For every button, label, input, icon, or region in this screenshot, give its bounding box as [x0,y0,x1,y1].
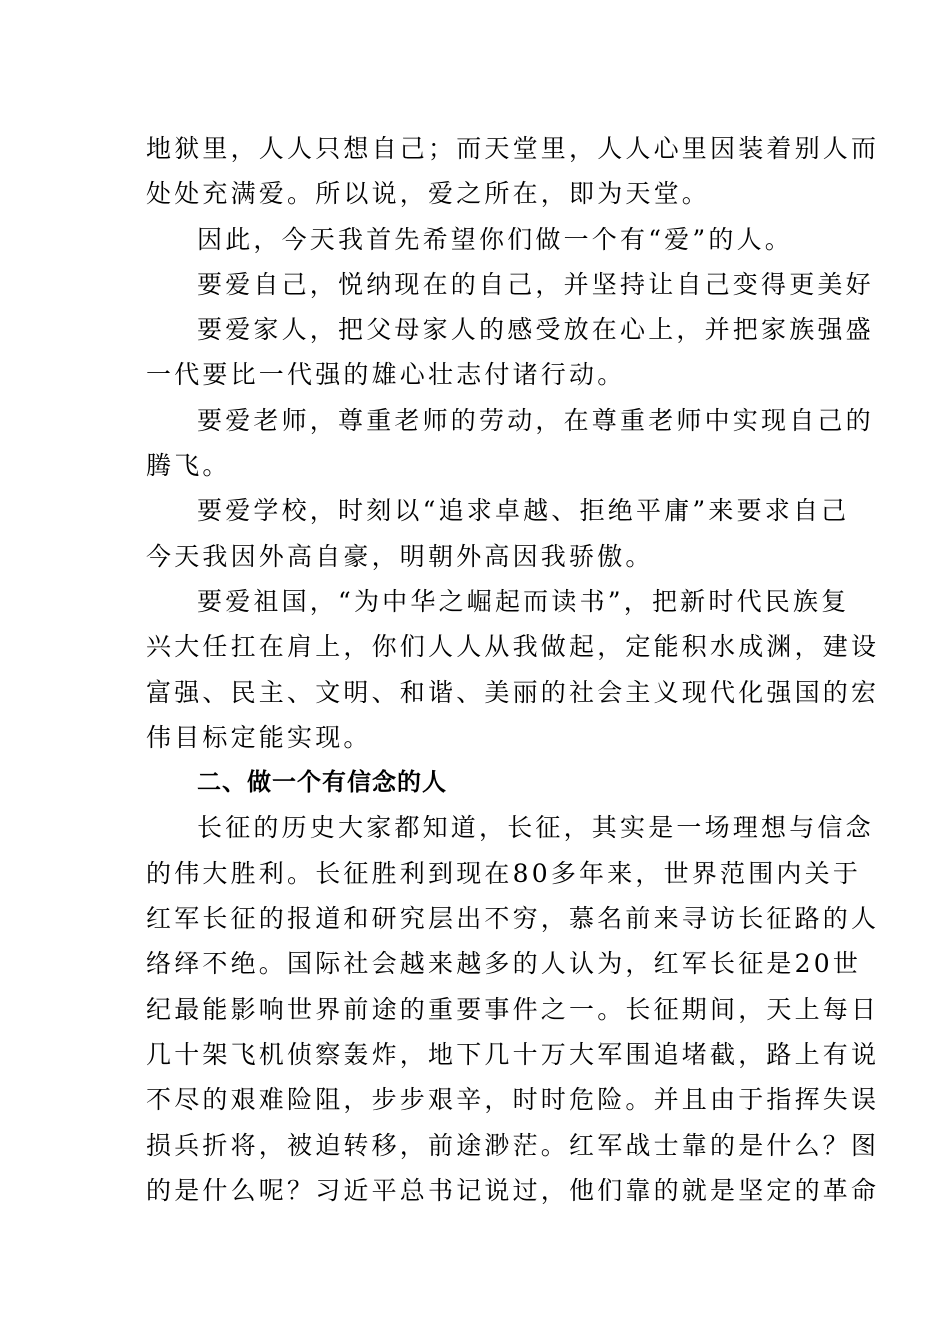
paragraph-first-line: 长征的历史大家都知道，长征，其实是一场理想与信念 [197,813,874,843]
text-line: 腾飞。 [146,451,231,481]
text-line: 不尽的艰难险阻，步步艰辛，时时危险。并且由于指挥失误 [146,1085,880,1115]
text-line: 的伟大胜利。长征胜利到现在80多年来，世界范围内关于 [146,858,862,888]
text-line: 地狱里，人人只想自己；而天堂里，人人心里因装着别人而 [146,134,880,163]
text-line: 富强、民主、文明、和谐、美丽的社会主义现代化强国的宏 [146,677,880,707]
text-line: 今天我因外高自豪，明朝外高因我骄傲。 [146,541,654,571]
paragraph-first-line: 要爱自己，悦纳现在的自己，并坚持让自己变得更美好 [197,269,874,299]
text-line: 的是什么呢？习近平总书记说过，他们靠的就是坚定的革命 [146,1175,880,1205]
document-body [146,126,880,1213]
paragraph-first-line: 要爱家人，把父母家人的感受放在心上，并把家族强盛 [197,315,874,345]
text-line: 红军长征的报道和研究层出不穷，慕名前来寻访长征路的人 [146,904,880,934]
text-line: 一代要比一代强的雄心壮志付诸行动。 [146,360,626,390]
text-line: 损兵折将，被迫转移，前途渺茫。红军战士靠的是什么？图 [146,1130,880,1160]
text-line: 纪最能影响世界前途的重要事件之一。长征期间，天上每日 [146,994,880,1024]
paragraph-first-line: 要爱学校，时刻以“追求卓越、拒绝平庸”来要求自己 [197,496,850,526]
text-line: 兴大任扛在肩上，你们人人从我做起，定能积水成渊，建设 [146,632,880,662]
paragraph-first-line: 要爱祖国，“为中华之崛起而读书”，把新时代民族复 [197,586,850,616]
text-line: 络绎不绝。国际社会越来越多的人认为，红军长征是20世 [146,949,862,979]
text-line: 处处充满爱。所以说，爱之所在，即为天堂。 [146,179,711,209]
paragraph-first-line: 因此，今天我首先希望你们做一个有“爱”的人。 [197,224,793,254]
text-line: 几十架飞机侦察轰炸，地下几十万大军围追堵截，路上有说 [146,1039,880,1069]
text-line: 伟目标定能实现。 [146,722,372,752]
section-heading: 二、做一个有信念的人 [197,768,447,797]
paragraph-first-line: 要爱老师，尊重老师的劳动，在尊重老师中实现自己的 [197,405,874,435]
